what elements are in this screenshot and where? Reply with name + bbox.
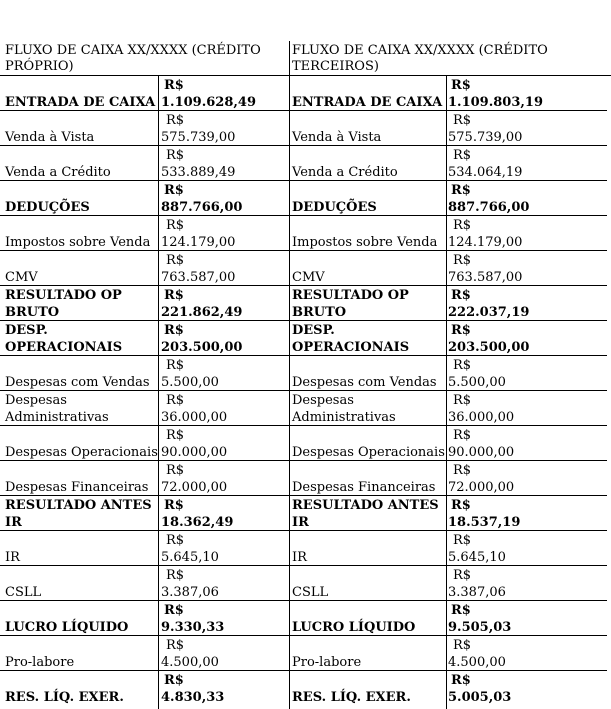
currency-symbol: R$ bbox=[166, 533, 185, 548]
right-row-value bbox=[446, 356, 606, 391]
left-row-rule bbox=[0, 425, 289, 426]
right-row-rule bbox=[289, 145, 607, 146]
right-row-value bbox=[446, 216, 606, 251]
right-row-rule bbox=[289, 390, 607, 391]
left-row-value bbox=[159, 251, 289, 286]
amount: 72.000,00 bbox=[448, 480, 515, 495]
amount: 36.000,00 bbox=[161, 410, 228, 425]
amount: 1.109.628,49 bbox=[161, 95, 256, 110]
left-row-value bbox=[159, 496, 289, 531]
right-row-label: LUCRO LÍQUIDO bbox=[292, 620, 416, 635]
amount: 534.064,19 bbox=[448, 165, 523, 180]
amount: 4.500,00 bbox=[161, 655, 219, 670]
right-row-rule bbox=[289, 600, 607, 601]
currency-symbol: R$ bbox=[164, 78, 184, 93]
left-row-label: Pro-labore bbox=[5, 655, 75, 670]
left-row-label: DESP. OPERACIONAIS bbox=[5, 323, 123, 355]
currency-symbol: R$ bbox=[166, 113, 185, 128]
amount: 3.387,06 bbox=[448, 585, 506, 600]
left-row-value bbox=[159, 356, 289, 391]
left-row-label: ENTRADA DE CAIXA bbox=[5, 95, 156, 110]
left-row-value bbox=[159, 181, 289, 216]
right-row-rule bbox=[289, 355, 607, 356]
amount: 36.000,00 bbox=[448, 410, 515, 425]
right-row-rule bbox=[289, 180, 607, 181]
left-row-label: RESULTADO ANTES IR bbox=[5, 498, 152, 530]
right-row-label: RESULTADO ANTES IR bbox=[292, 498, 439, 530]
right-row-value bbox=[446, 181, 606, 216]
right-row-value bbox=[446, 566, 606, 601]
currency-symbol: R$ bbox=[164, 498, 184, 513]
right-row-label: RES. LÍQ. EXER. bbox=[292, 690, 411, 705]
left-row-rule bbox=[0, 495, 289, 496]
right-row-label: IR bbox=[292, 550, 307, 565]
currency-symbol: R$ bbox=[453, 568, 472, 583]
amount: 575.739,00 bbox=[448, 130, 523, 145]
right-row-rule bbox=[289, 110, 607, 111]
right-row-rule bbox=[289, 565, 607, 566]
currency-symbol: R$ bbox=[453, 463, 472, 478]
left-row-label: CSLL bbox=[5, 585, 42, 600]
left-row-label: Venda a Crédito bbox=[5, 165, 111, 180]
currency-symbol: R$ bbox=[451, 78, 471, 93]
currency-symbol: R$ bbox=[166, 463, 185, 478]
amount: 887.766,00 bbox=[161, 200, 243, 215]
amount: 124.179,00 bbox=[448, 235, 523, 250]
right-row-label: Venda à Vista bbox=[292, 130, 382, 145]
right-row-rule bbox=[289, 460, 607, 461]
right-row-rule bbox=[289, 530, 607, 531]
currency-symbol: R$ bbox=[164, 288, 184, 303]
left-row-value bbox=[159, 216, 289, 251]
left-row-rule bbox=[0, 250, 289, 251]
amount: 203.500,00 bbox=[161, 340, 243, 355]
amount: 5.645,10 bbox=[161, 550, 219, 565]
left-row-value bbox=[159, 601, 289, 636]
currency-symbol: R$ bbox=[166, 568, 185, 583]
right-row-label: DEDUÇÕES bbox=[292, 200, 377, 215]
amount: 9.330,33 bbox=[161, 620, 225, 635]
right-row-value bbox=[446, 111, 606, 146]
amount: 90.000,00 bbox=[448, 445, 515, 460]
right-table-title: FLUXO DE CAIXA XX/XXXX (CRÉDITO TERCEIROS) bbox=[292, 43, 548, 74]
left-row-label: Impostos sobre Venda bbox=[5, 235, 151, 250]
left-row-label: Despesas com Vendas bbox=[5, 375, 150, 390]
left-row-rule bbox=[0, 670, 289, 671]
left-row-label: Despesas Operacionais bbox=[5, 445, 158, 460]
left-row-value bbox=[159, 531, 289, 566]
amount: 763.587,00 bbox=[161, 270, 236, 285]
right-row-value bbox=[446, 76, 606, 111]
right-row-label: ENTRADA DE CAIXA bbox=[292, 95, 443, 110]
right-value-divider bbox=[446, 76, 447, 709]
amount: 5.005,03 bbox=[448, 690, 512, 705]
right-row-label: CSLL bbox=[292, 585, 329, 600]
left-row-label: RES. LÍQ. EXER. bbox=[5, 690, 124, 705]
amount: 4.830,33 bbox=[161, 690, 225, 705]
right-row-value bbox=[446, 636, 606, 671]
left-row-value bbox=[159, 671, 289, 706]
header-rule bbox=[0, 75, 611, 76]
currency-symbol: R$ bbox=[164, 603, 184, 618]
left-row-label: IR bbox=[5, 550, 20, 565]
amount: 763.587,00 bbox=[448, 270, 523, 285]
left-row-value bbox=[159, 321, 289, 356]
left-row-rule bbox=[0, 530, 289, 531]
currency-symbol: R$ bbox=[164, 323, 184, 338]
left-row-value bbox=[159, 146, 289, 181]
amount: 18.362,49 bbox=[161, 515, 234, 530]
currency-symbol: R$ bbox=[166, 393, 185, 408]
currency-symbol: R$ bbox=[453, 393, 472, 408]
left-row-label: Venda à Vista bbox=[5, 130, 95, 145]
currency-symbol: R$ bbox=[451, 673, 471, 688]
currency-symbol: R$ bbox=[166, 638, 185, 653]
left-row-rule bbox=[0, 320, 289, 321]
left-row-rule bbox=[0, 635, 289, 636]
amount: 221.862,49 bbox=[161, 305, 243, 320]
currency-symbol: R$ bbox=[451, 183, 471, 198]
column-divider bbox=[289, 41, 290, 709]
left-row-value bbox=[159, 426, 289, 461]
right-row-value bbox=[446, 601, 606, 636]
left-row-rule bbox=[0, 285, 289, 286]
right-row-rule bbox=[289, 425, 607, 426]
amount: 887.766,00 bbox=[448, 200, 530, 215]
right-row-rule bbox=[289, 320, 607, 321]
right-row-rule bbox=[289, 670, 607, 671]
amount: 575.739,00 bbox=[161, 130, 236, 145]
currency-symbol: R$ bbox=[166, 358, 185, 373]
right-row-value bbox=[446, 531, 606, 566]
currency-symbol: R$ bbox=[451, 498, 471, 513]
amount: 72.000,00 bbox=[161, 480, 228, 495]
currency-symbol: R$ bbox=[166, 253, 185, 268]
right-row-label: Impostos sobre Venda bbox=[292, 235, 438, 250]
amount: 124.179,00 bbox=[161, 235, 236, 250]
left-row-label: Despesas Financeiras bbox=[5, 480, 149, 495]
left-row-rule bbox=[0, 355, 289, 356]
amount: 533.889,49 bbox=[161, 165, 236, 180]
right-row-rule bbox=[289, 250, 607, 251]
amount: 5.500,00 bbox=[161, 375, 219, 390]
left-row-value bbox=[159, 636, 289, 671]
right-row-value bbox=[446, 286, 606, 321]
left-row-label: CMV bbox=[5, 270, 38, 285]
right-row-label: Pro-labore bbox=[292, 655, 362, 670]
left-row-value bbox=[159, 461, 289, 496]
left-table-title: FLUXO DE CAIXA XX/XXXX (CRÉDITO PRÓPRIO) bbox=[5, 43, 261, 74]
left-row-rule bbox=[0, 600, 289, 601]
right-row-value bbox=[446, 251, 606, 286]
currency-symbol: R$ bbox=[451, 323, 471, 338]
currency-symbol: R$ bbox=[453, 428, 472, 443]
amount: 222.037,19 bbox=[448, 305, 530, 320]
right-row-rule bbox=[289, 495, 607, 496]
amount: 90.000,00 bbox=[161, 445, 228, 460]
left-row-value bbox=[159, 76, 289, 111]
amount: 4.500,00 bbox=[448, 655, 506, 670]
left-row-value bbox=[159, 286, 289, 321]
right-row-label: Despesas com Vendas bbox=[292, 375, 437, 390]
right-row-value bbox=[446, 671, 606, 706]
amount: 5.500,00 bbox=[448, 375, 506, 390]
currency-symbol: R$ bbox=[164, 183, 184, 198]
left-row-rule bbox=[0, 180, 289, 181]
right-row-label: Despesas Financeiras bbox=[292, 480, 436, 495]
right-row-value bbox=[446, 496, 606, 531]
amount: 1.109.803,19 bbox=[448, 95, 543, 110]
left-row-rule bbox=[0, 565, 289, 566]
currency-symbol: R$ bbox=[164, 673, 184, 688]
right-row-value bbox=[446, 321, 606, 356]
currency-symbol: R$ bbox=[453, 148, 472, 163]
left-row-value bbox=[159, 566, 289, 601]
right-row-label: RESULTADO OP BRUTO bbox=[292, 288, 409, 320]
currency-symbol: R$ bbox=[451, 603, 471, 618]
currency-symbol: R$ bbox=[453, 638, 472, 653]
right-row-rule bbox=[289, 215, 607, 216]
right-row-rule bbox=[289, 635, 607, 636]
currency-symbol: R$ bbox=[453, 253, 472, 268]
amount: 18.537,19 bbox=[448, 515, 521, 530]
left-row-rule bbox=[0, 215, 289, 216]
right-row-label: Venda a Crédito bbox=[292, 165, 398, 180]
left-row-label: Despesas Administrativas bbox=[5, 393, 109, 425]
currency-symbol: R$ bbox=[453, 358, 472, 373]
right-row-label: Despesas Operacionais bbox=[292, 445, 445, 460]
left-value-divider bbox=[158, 76, 159, 709]
amount: 9.505,03 bbox=[448, 620, 512, 635]
right-row-rule bbox=[289, 285, 607, 286]
amount: 3.387,06 bbox=[161, 585, 219, 600]
right-row-value bbox=[446, 461, 606, 496]
left-row-value bbox=[159, 111, 289, 146]
currency-symbol: R$ bbox=[166, 148, 185, 163]
currency-symbol: R$ bbox=[166, 218, 185, 233]
right-row-value bbox=[446, 426, 606, 461]
left-row-rule bbox=[0, 460, 289, 461]
currency-symbol: R$ bbox=[166, 428, 185, 443]
right-row-label: Despesas Administrativas bbox=[292, 393, 396, 425]
right-row-value bbox=[446, 146, 606, 181]
left-row-label: DEDUÇÕES bbox=[5, 200, 90, 215]
right-row-label: CMV bbox=[292, 270, 325, 285]
right-row-label: DESP. OPERACIONAIS bbox=[292, 323, 410, 355]
amount: 5.645,10 bbox=[448, 550, 506, 565]
left-row-label: RESULTADO OP BRUTO bbox=[5, 288, 122, 320]
currency-symbol: R$ bbox=[451, 288, 471, 303]
currency-symbol: R$ bbox=[453, 113, 472, 128]
left-row-label: LUCRO LÍQUIDO bbox=[5, 620, 129, 635]
currency-symbol: R$ bbox=[453, 533, 472, 548]
left-row-rule bbox=[0, 110, 289, 111]
left-row-rule bbox=[0, 145, 289, 146]
right-row-value bbox=[446, 391, 606, 426]
left-row-value bbox=[159, 391, 289, 426]
left-row-rule bbox=[0, 390, 289, 391]
currency-symbol: R$ bbox=[453, 218, 472, 233]
amount: 203.500,00 bbox=[448, 340, 530, 355]
